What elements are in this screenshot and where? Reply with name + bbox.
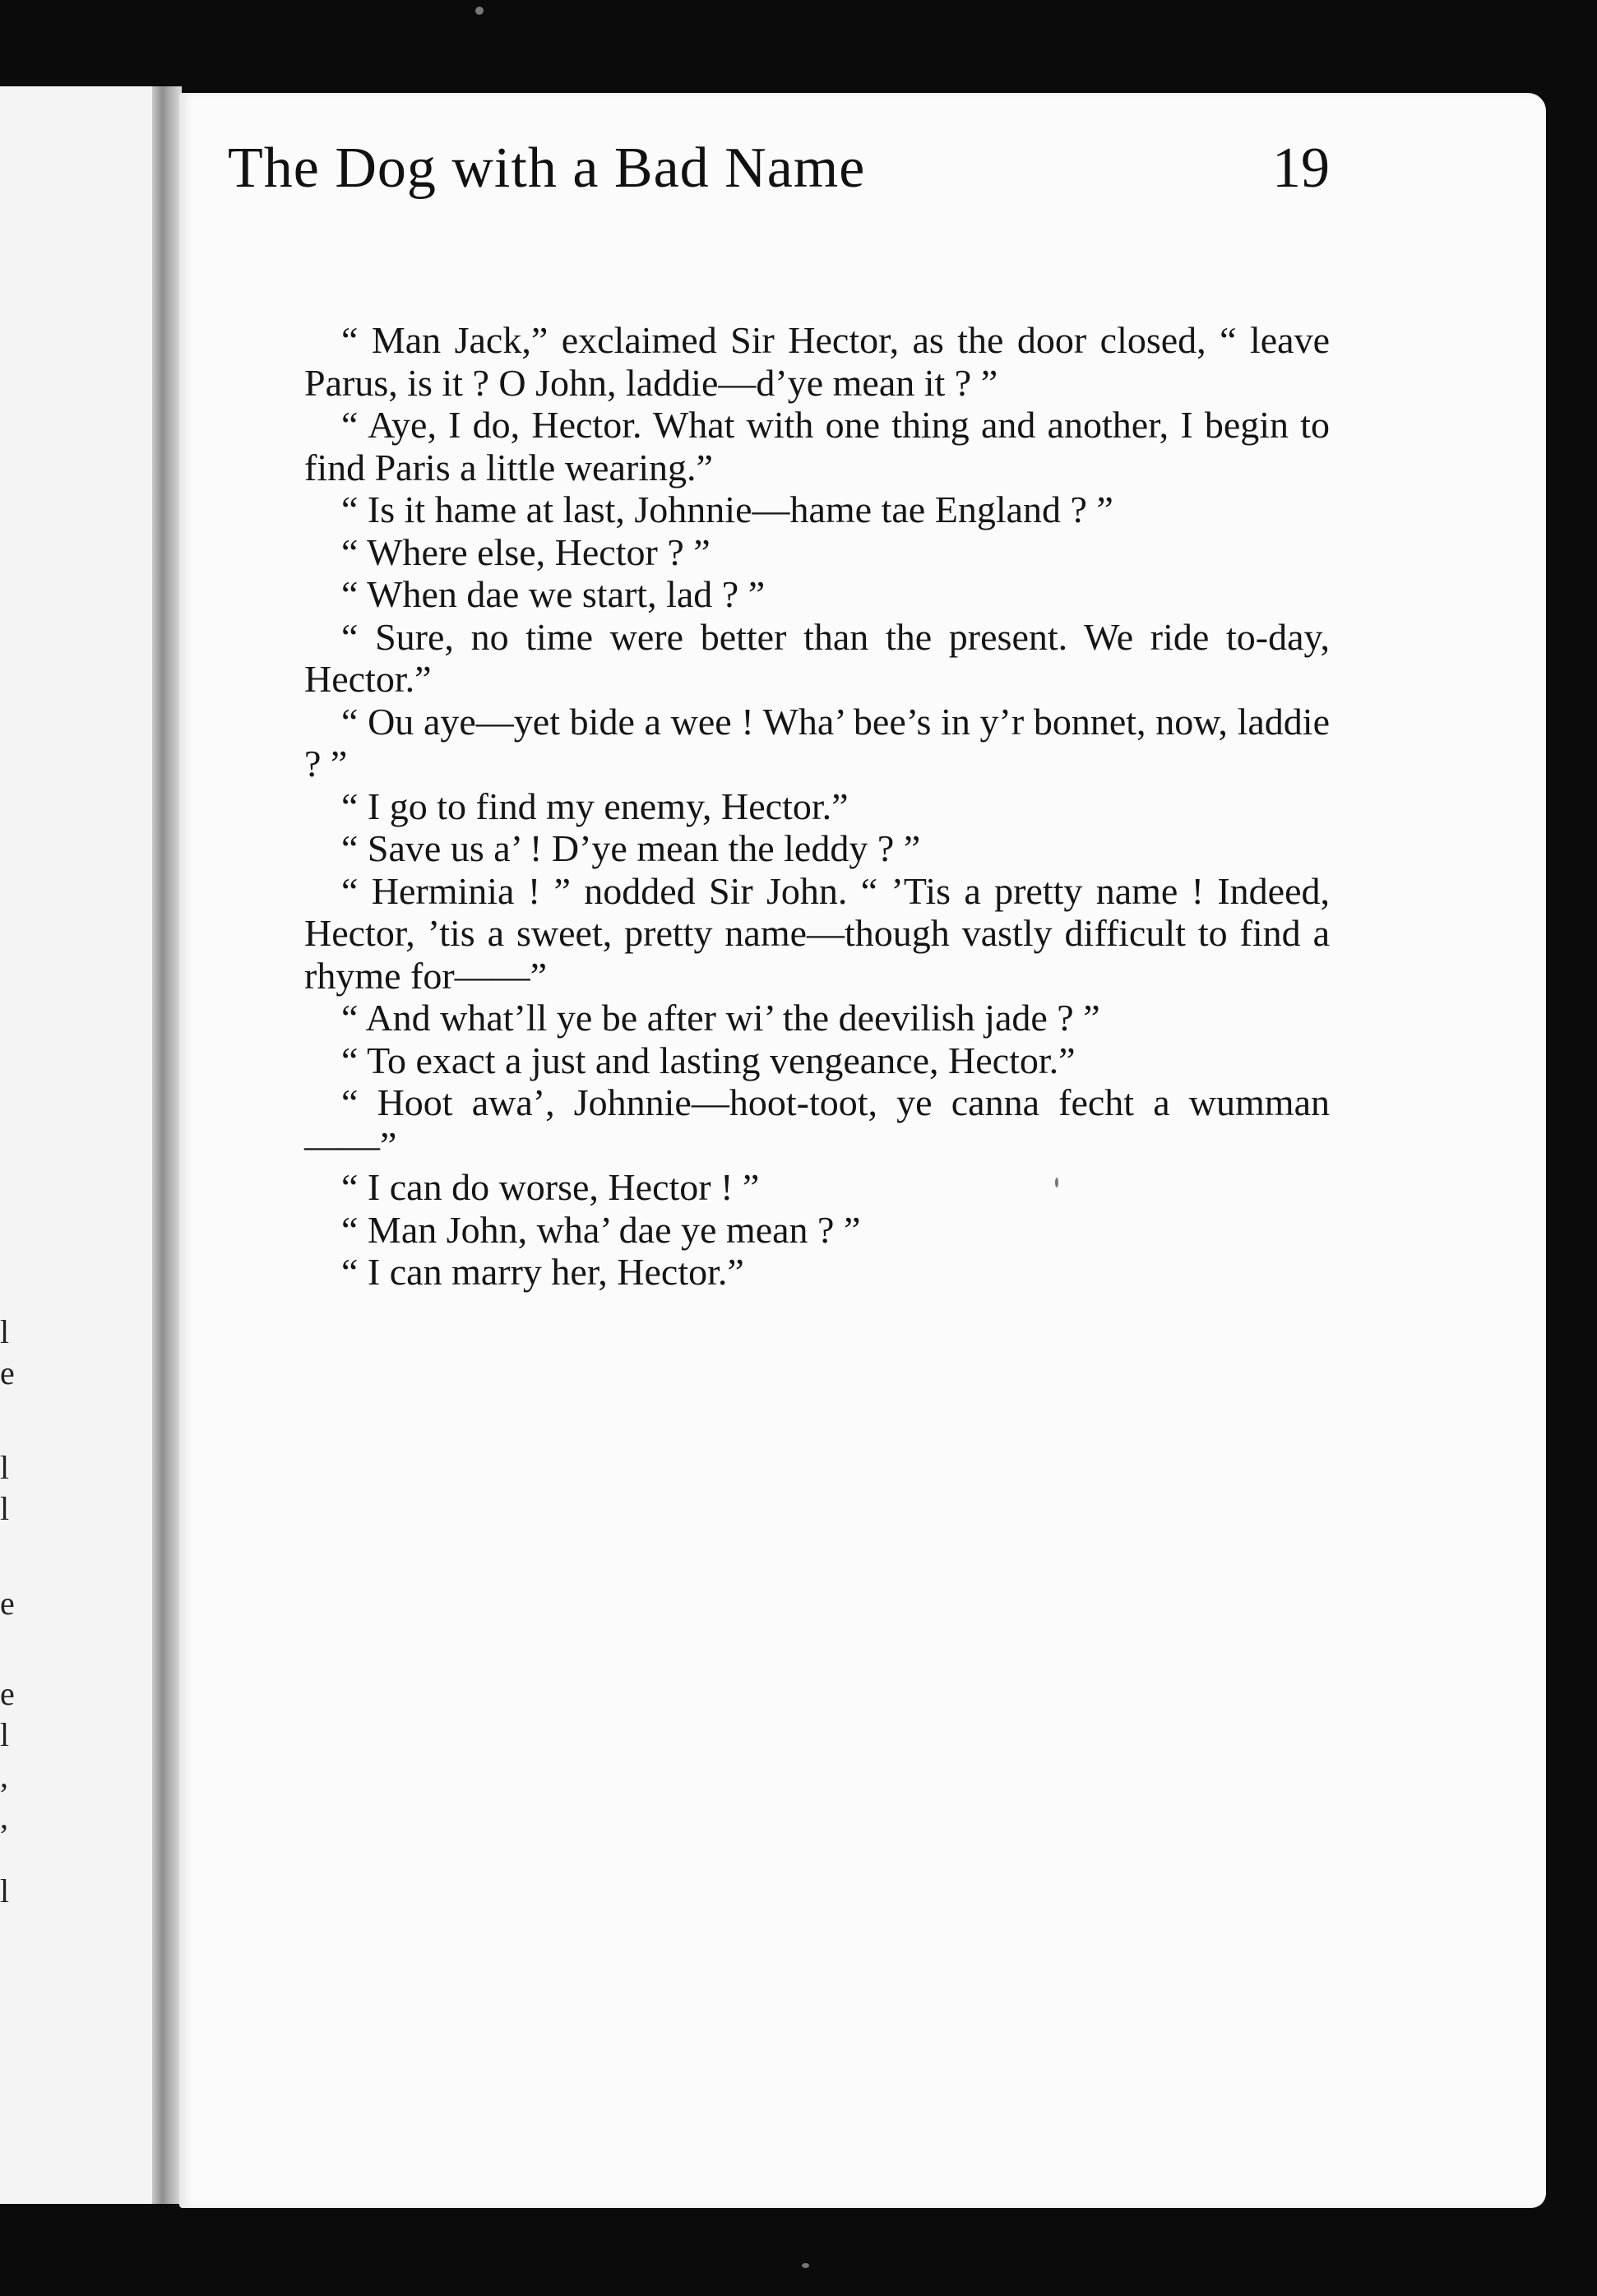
margin-fragment: l [0,1716,10,1753]
paragraph: “ I go to find my enemy, Hector.” [341,785,849,827]
margin-fragment: , [0,1757,8,1794]
margin-fragment: l [0,1490,10,1527]
margin-fragment: l [0,1449,10,1486]
scan-speck [475,7,484,15]
paragraph: “ Where else, Hector ? ” [341,530,711,573]
left-facing-page [0,86,164,2204]
left-page-margin-fragments [0,86,25,2204]
margin-fragment: e [0,1585,15,1622]
paragraph: “ And what’ll ye be after wi’ the deevilish jade ? ” [341,997,1100,1039]
paragraph: “ When dae we start, lad ? ” [341,573,766,615]
paragraph: “ Man John, wha’ dae ye mean ? ” [341,1208,861,1251]
paragraph: “ Ou aye—yet bide a wee ! Wha’ bee’s in y’r bonnet, now, laddie ? ” [304,700,1330,785]
paragraph: “ Sure, no time were better than the present. We ride to-day, Hector.” [304,615,1330,700]
margin-fragment: e [0,1675,15,1712]
paragraph: “ To exact a just and lasting vengeance, Hector.” [341,1039,1076,1081]
paragraph: “ I can do worse, Hector ! ” [341,1166,760,1208]
margin-fragment: , [0,1798,8,1835]
margin-fragment: e [0,1354,15,1391]
paragraph: “ Is it hame at last, Johnnie—hame tae England ? ” [341,488,1113,530]
paragraph: “ I can marry her, Hector.” [341,1251,744,1293]
paragraph: “ Herminia ! ” nodded Sir John. “ ’Tis a pretty name ! Indeed, Hector, ’tis a sweet, pretty name—though vastly difficult to find a rhyme for——” [304,869,1330,997]
page-number: 19 [1272,137,1330,200]
paragraph: “ Aye, I do, Hector. What with one thing and another, I begin to find Paris a little wearing.” [304,404,1330,488]
page-body-text [304,319,1330,1294]
scan-speck [802,2263,809,2268]
paragraph: “ Hoot awa’, Johnnie—hoot-toot, ye canna fecht a wumman——” [304,1081,1330,1166]
paragraph: “ Save us a’ ! D’ye mean the leddy ? ” [341,827,921,869]
running-title: The Dog with a Bad Name [228,137,866,200]
running-head [228,136,1330,218]
paragraph: “ Man Jack,” exclaimed Sir Hector, as the door closed, “ leave Parus, is it ? O John, laddie—d’ye mean it ? ” [304,319,1330,404]
book-spine-gutter [152,86,182,2204]
margin-fragment: l [0,1872,10,1909]
margin-fragment: l [0,1313,10,1350]
